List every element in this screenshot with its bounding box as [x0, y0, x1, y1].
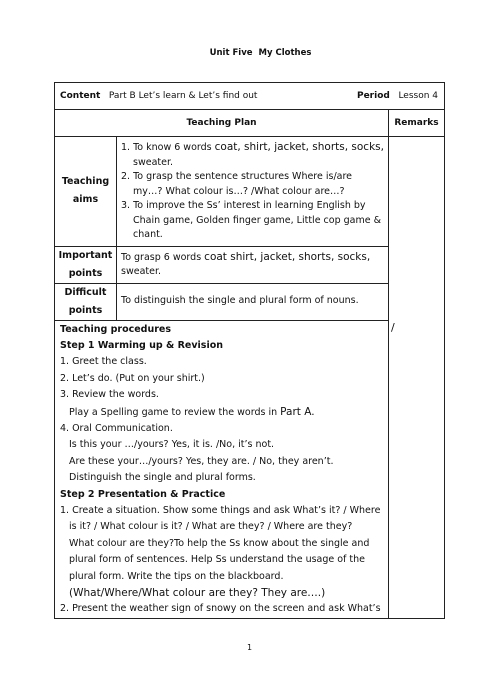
- unit-label: Unit Five: [209, 48, 253, 58]
- period-label: Period: [356, 91, 390, 101]
- content-row: [55, 83, 445, 110]
- content-value: Part B Let’s learn & Let’s find out: [108, 91, 258, 101]
- aims-label: Teaching aims: [55, 137, 117, 247]
- difficult-content: To distinguish the single and plural form of nouns.: [117, 283, 389, 320]
- important-content: To grasp 6 words coat shirt, jacket, shorts, socks, sweater.: [117, 246, 389, 283]
- content-label: Content: [60, 91, 101, 101]
- important-row: [55, 246, 445, 283]
- difficult-label: Difficult points: [55, 283, 117, 320]
- procedures-heading: Teaching procedures: [60, 323, 172, 335]
- procedures-row: [55, 320, 445, 618]
- aim-2: 2. To grasp the sentence structures Where is/are: [121, 171, 353, 182]
- step-2-heading: Step 2 Presentation & Practice: [60, 488, 226, 500]
- teaching-plan-heading: Teaching Plan: [55, 110, 389, 137]
- procedures-content: Teaching procedures Step 1 Warming up & Revision 1. Greet the class. 2. Let’s do. (Put on your shirt.) 3. Review the words. Play a Spelling game to review the words in Part A. 4. Oral Communication. Is this your …/yours? Yes, it is. /No, it’s not. Are these your…/yours? Yes, they are. / No, they aren’t. Distinguish the single and plural forms. Step 2 Presentation & Practice 1. Create a situation. Show some things and ask What’s it? / Where is it? / What colour is it? / What are they? / Where are they? What colour are they?To help the Ss know about the single and plural form of sentences. Help Ss understand the usage of the plural form. Write the tips on the blackboard. (What/Where/What colour are they? They are….) 2. Present the weather sign of snowy on the screen and ask What’s: [55, 320, 389, 618]
- important-label: Important points: [55, 246, 117, 283]
- difficult-row: [55, 283, 445, 320]
- aims-content: 1. To know 6 words coat, shirt, jacket, shorts, socks, sweater. 2. To grasp the sentence structures Where is/are my…? What colour is…? /What colour are…? 3. To improve the Ss’ interest in learning English by Chain game, Golden finger game, Little cop game & chant.: [117, 137, 389, 247]
- step-1-heading: Step 1 Warming up & Revision: [60, 339, 223, 351]
- period-block: [357, 91, 444, 101]
- period-value: Lesson 4: [398, 91, 439, 101]
- remarks-mark: /: [391, 321, 395, 334]
- document-title: [0, 48, 499, 58]
- plan-header-row: [55, 110, 445, 137]
- page-number: 1: [246, 643, 253, 652]
- aim-3: 3. To improve the Ss’ interest in learning English by: [121, 200, 366, 211]
- content-cell: [55, 83, 445, 110]
- topic-label: My Clothes: [258, 48, 312, 58]
- remarks-column: [389, 137, 445, 619]
- aim-1: 1. To know 6 words coat, shirt, jacket, shorts, socks,: [121, 141, 384, 153]
- aims-row: [55, 137, 445, 247]
- teaching-plan-table: [54, 82, 445, 619]
- remarks-heading: Remarks: [389, 110, 445, 137]
